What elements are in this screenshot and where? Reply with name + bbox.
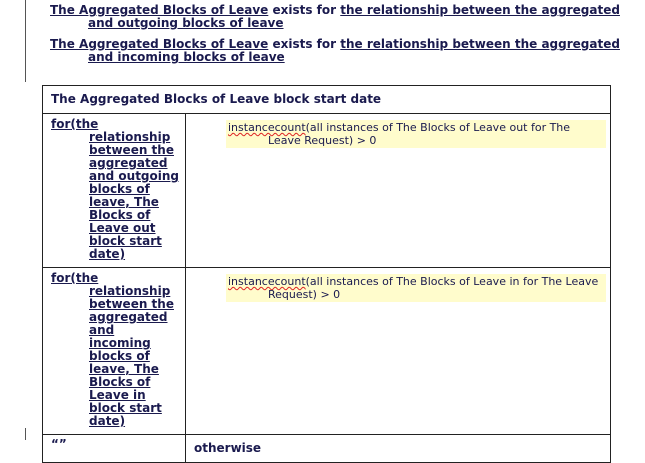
condition-cell bbox=[43, 114, 186, 268]
table-header-row bbox=[43, 86, 611, 114]
relationship-outgoing-link[interactable]: the relationship between the aggregated and outgoing blocks of leave bbox=[88, 3, 620, 30]
intro-line-incoming bbox=[50, 38, 645, 64]
aggregated-blocks-link[interactable]: The Aggregated Blocks of Leave bbox=[50, 37, 269, 51]
margin-bar-top bbox=[25, 0, 26, 82]
expression-cell bbox=[186, 114, 611, 268]
expression-box[interactable] bbox=[226, 120, 606, 148]
otherwise-cell: otherwise bbox=[186, 435, 611, 463]
relationship-incoming-link[interactable]: the relationship between the aggregated and incoming blocks of leave bbox=[88, 37, 620, 64]
condition-cell bbox=[43, 268, 186, 435]
exists-for-text: exists for bbox=[268, 37, 341, 51]
expression-text: (all instances of The Blocks of Leave in for The Leave Request) > 0 bbox=[268, 275, 599, 301]
condition-text[interactable]: (the relationship between the aggregated and incoming blocks of leave, The Blocks of Leave in block start date) bbox=[70, 271, 174, 428]
for-keyword[interactable]: for bbox=[51, 271, 71, 285]
aggregated-blocks-link[interactable]: The Aggregated Blocks of Leave bbox=[50, 3, 269, 17]
condition-text[interactable]: (the relationship between the aggregated and outgoing blocks of leave, The Blocks of Leave out block start date) bbox=[70, 117, 180, 261]
table-row-otherwise bbox=[43, 435, 611, 463]
margin-bar-bottom bbox=[25, 428, 26, 440]
table-row bbox=[43, 114, 611, 268]
exists-for-text: exists for bbox=[268, 3, 341, 17]
derivation-table bbox=[42, 85, 611, 463]
expression-box[interactable] bbox=[226, 274, 606, 302]
default-value-cell: “” bbox=[43, 435, 186, 463]
expression-cell bbox=[186, 268, 611, 435]
table-header: The Aggregated Blocks of Leave block start date bbox=[43, 86, 611, 114]
for-keyword[interactable]: for bbox=[51, 117, 71, 131]
function-name: instancecount bbox=[228, 275, 306, 288]
intro-line-outgoing bbox=[50, 4, 645, 30]
function-name: instancecount bbox=[228, 121, 306, 134]
expression-text: (all instances of The Blocks of Leave out for The Leave Request) > 0 bbox=[268, 121, 571, 147]
table-row bbox=[43, 268, 611, 435]
